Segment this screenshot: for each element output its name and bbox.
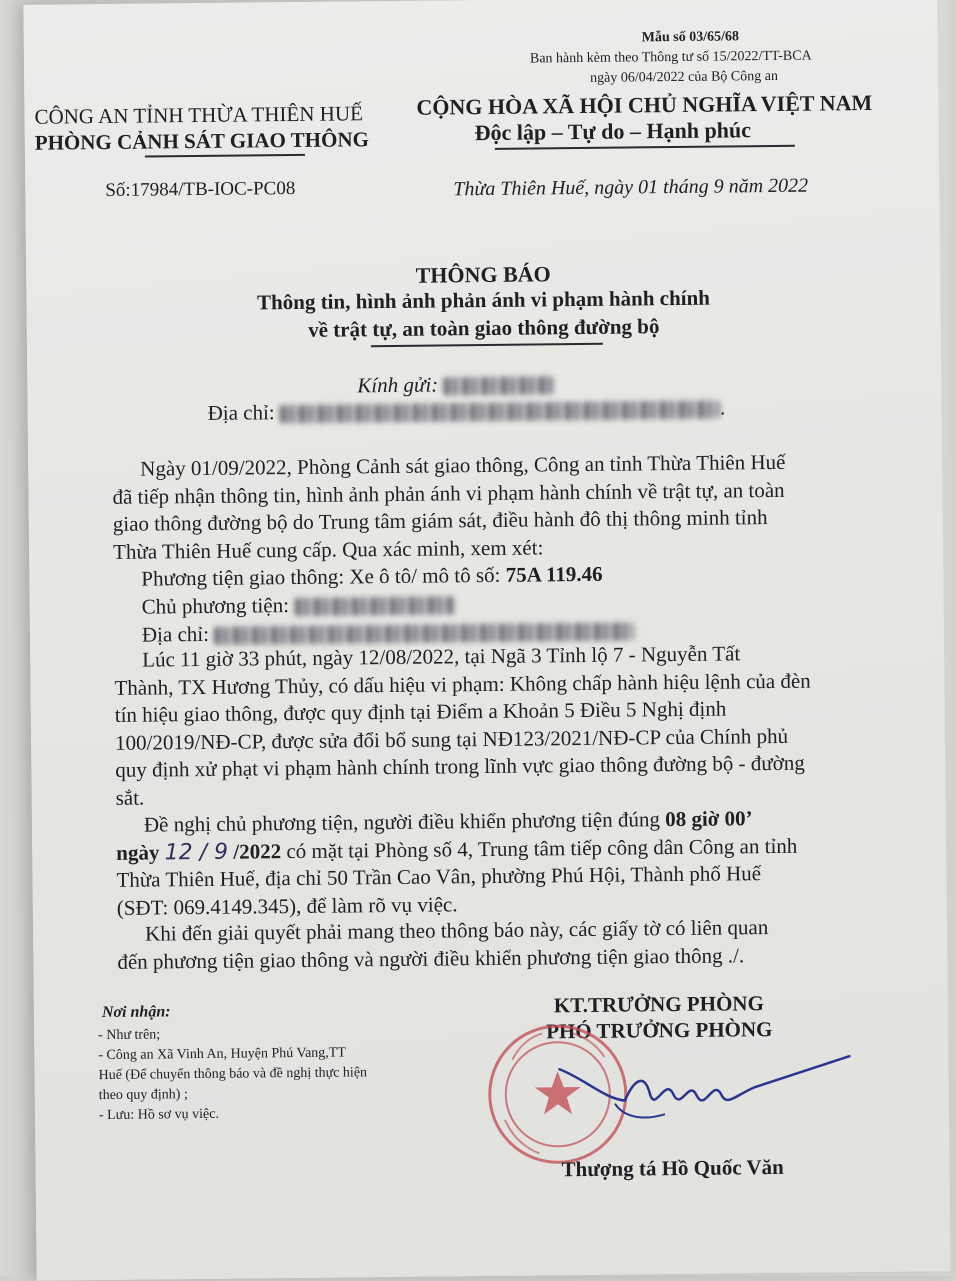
redacted-recipient [443,376,553,395]
handwritten-date: 12 / 9 [164,839,229,865]
violation-line-6: sắt. [115,785,145,810]
violation-line-1: Lúc 11 giờ 33 phút, ngày 12/08/2022, tại Ngã 3 Tỉnh lộ 7 - Nguyễn Tất [142,641,741,672]
recipients-list [98,1023,368,1126]
department-underline [145,154,305,158]
violation-line-2: Thành, TX Hương Thủy, có dấu hiệu vi phạm: Không chấp hành hiệu lệnh của đèn [114,668,811,700]
request-line-3: Thừa Thiên Huế, địa chỉ 50 Trần Cao Vân, phường Phú Hội, Thành phố Huế [116,861,762,892]
redacted-address [280,401,720,424]
request-line-4: (SĐT: 069.4149.345), để làm rõ vụ việc. [116,891,458,920]
recipient-line [357,371,553,398]
recipient-item: - Như trên; [98,1027,161,1044]
signer-name: Thượng tá Hồ Quốc Văn [561,1154,784,1182]
violation-line-4: 100/2019/NĐ-CP, được sửa đổi bổ sung tại NĐ123/2021/NĐ-CP của Chính phủ [114,723,789,755]
closing-line-2: đến phương tiện giao thông và người điều khiển phương tiện giao thông ./. [117,942,745,974]
paragraph-request [116,804,913,922]
intro-line-2: đã tiếp nhận thông tin, hình ảnh phản ánh vi phạm hành chính về trật tự, an toàn [112,477,785,509]
request-line-2-rest: có mặt tại Phòng số 4, Trung tâm tiếp công dân Công an tỉnh [286,833,798,863]
form-issued-date: ngày 06/04/2022 của Bộ Công an [590,68,779,86]
document-title: THÔNG BÁO [415,261,551,288]
title-underline [371,343,603,347]
recipient-item: - Công an Xã Vinh An, Huyện Phú Vang,TT [98,1045,346,1064]
closing-line-1: Khi đến giải quyết phải mang theo thông báo này, các giấy tờ có liên quan [144,915,769,946]
document-subtitle-line1: Thông tin, hình ảnh phản ánh vi phạm hành chính [256,285,711,315]
form-issued-with: Ban hành kèm theo Thông tư số 15/2022/TT-BCA [529,48,812,67]
vehicle-line [141,562,602,592]
agency-name: CÔNG AN TỈNH THỪA THIÊN HUẾ [34,101,363,129]
owner-label: Chủ phương tiện: [141,593,290,619]
document-subtitle-line2: về trật tự, an toàn giao thông đường bộ [307,314,660,342]
recipient-item: theo quy định) ; [98,1087,188,1104]
request-line-1-text: Đề nghị chủ phương tiện, người điều khiển phương tiện đúng [143,807,661,837]
motto-underline [495,145,795,150]
handwritten-signature-icon [554,1036,855,1129]
place-date: Thừa Thiên Huế, ngày 01 tháng 9 năm 2022 [453,174,809,201]
appointment-day-label: ngày [116,839,160,865]
document-page [23,0,950,1281]
signer-deputy: PHÓ TRƯỞNG PHÒNG [545,1017,773,1044]
form-number: Mẫu số 03/65/68 [641,29,740,46]
vehicle-plate: 75A 119.46 [505,561,603,587]
violation-line-3: tín hiệu giao thông, được quy định tại Điểm a Khoản 5 Điều 5 Nghị định [114,696,727,727]
intro-line-4: Thừa Thiên Huế cung cấp. Qua xác minh, xem xét: [112,534,544,564]
document-number: Số:17984/TB-IOC-PC08 [105,177,296,201]
redacted-owner [294,597,454,617]
owner-address-label: Địa chỉ: [141,621,210,647]
recipient-item: - Lưu: Hồ sơ vụ việc. [98,1106,220,1124]
national-motto: Độc lập – Tự do – Hạnh phúc [474,117,752,146]
paragraph-closing [117,913,914,976]
appointment-time: 08 giờ 00’ [665,806,753,832]
owner-line [142,591,455,619]
violation-line-5: quy định xử phạt vi phạm hành chính trong lĩnh vực giao thông đường bộ - đường [115,750,805,782]
paragraph-intro [112,448,909,566]
recipient-label: Kính gửi: [357,372,439,398]
address-line: Địa chỉ: . [207,395,726,425]
nation-name: CỘNG HÒA XÃ HỘI CHỦ NGHĨA VIỆT NAM [416,89,873,120]
intro-line-1: Ngày 01/09/2022, Phòng Cảnh sát giao thông, Công an tỉnh Thừa Thiên Huế [140,449,786,481]
appointment-year: /2022 [233,838,282,864]
vehicle-label: Phương tiện giao thông: Xe ô tô/ mô tô số: [141,562,501,591]
department-name: PHÒNG CẢNH SÁT GIAO THÔNG [34,127,370,155]
address-label: Địa chỉ: [207,400,275,425]
signer-position: KT.TRƯỞNG PHÒNG [553,991,764,1018]
recipients-heading: Nơi nhận: [101,1003,171,1022]
paragraph-violation [114,639,912,812]
intro-line-3: giao thông đường bộ do Trung tâm giám sát, điều hành đô thị thông minh tỉnh [112,505,768,536]
recipient-item: Huế (Để chuyển thông báo và đề nghị thực hiện [98,1065,368,1084]
